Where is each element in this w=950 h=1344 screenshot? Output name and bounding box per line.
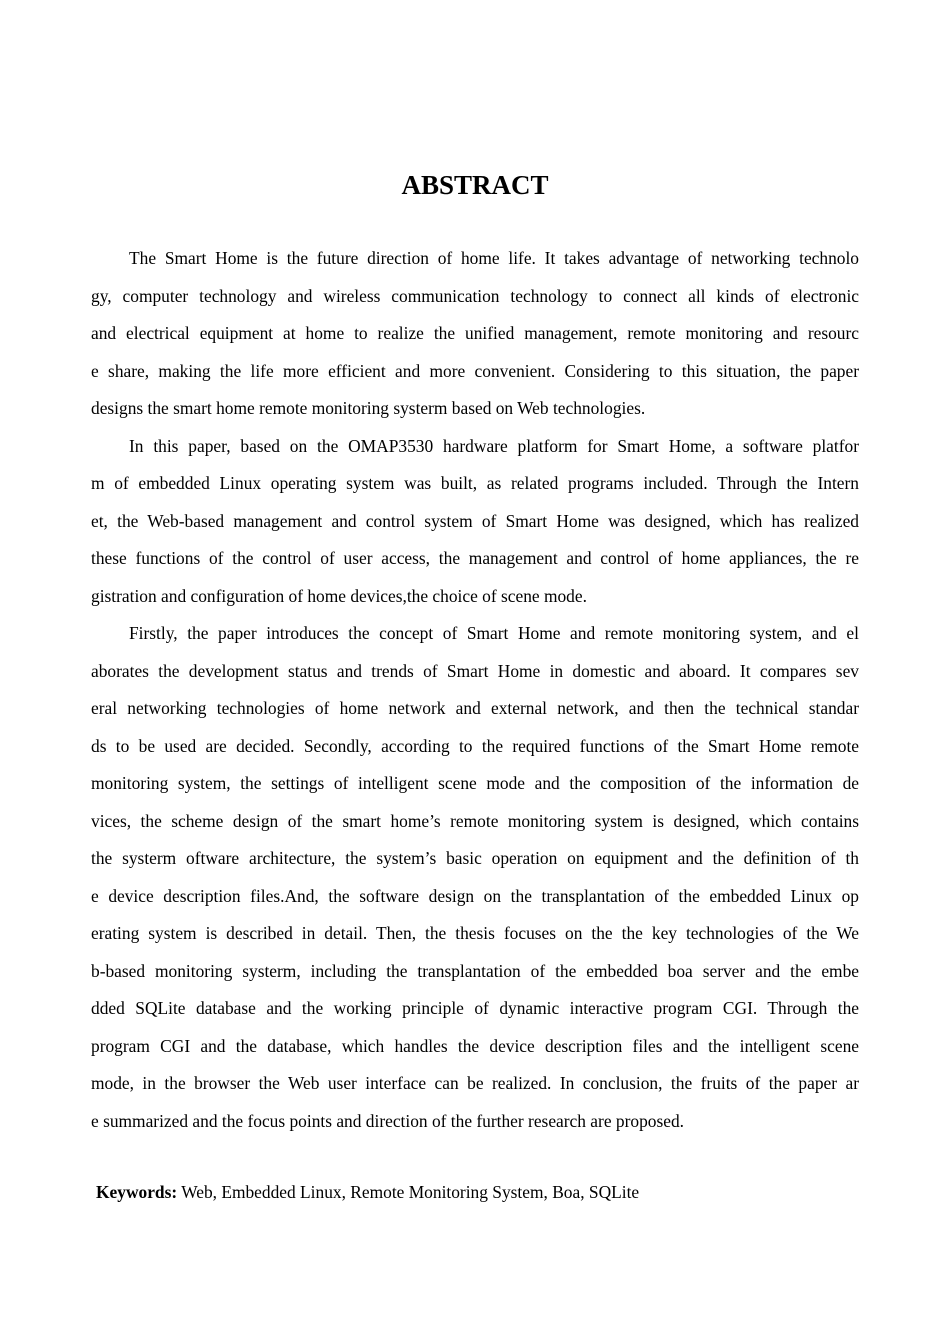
paragraph-3-line: mode, in the browser the Web user interface can be realized. In conclusion, the fruits of the paper ar — [91, 1073, 859, 1093]
paragraph-1-line: and electrical equipment at home to realize the unified management, remote monitoring and resourc — [91, 323, 859, 343]
paragraph-2-line: gistration and configuration of home devices,the choice of scene mode. — [91, 585, 587, 606]
paragraph-2-line: In this paper, based on the OMAP3530 hardware platform for Smart Home, a software platfor — [129, 435, 859, 456]
paragraph-3-line: monitoring system, the settings of intelligent scene mode and the composition of the information de — [91, 773, 859, 793]
paragraph-1-line: designs the smart home remote monitoring systerm based on Web technologies. — [91, 398, 646, 418]
paragraph-3-line: vices, the scheme design of the smart home’s remote monitoring system is designed, which contains — [91, 810, 859, 831]
paragraph-3-line: erating system is described in detail. Then, the thesis focuses on the the key technologies of the We — [91, 923, 859, 943]
paragraph-3-line: Firstly, the paper introduces the concept of Smart Home and remote monitoring system, and el — [129, 623, 859, 643]
paragraph-2-line: m of embedded Linux operating system was built, as related programs included. Through the Intern — [91, 473, 859, 493]
paragraph-3-line: eral networking technologies of home network and external network, and then the technical standar — [91, 698, 859, 718]
keywords-line — [96, 1174, 639, 1211]
paragraph-3-line: e device description files.And, the software design on the transplantation of the embedded Linux op — [91, 885, 859, 906]
abstract-title: ABSTRACT — [401, 170, 549, 200]
paragraph-2-line: these functions of the control of user access, the management and control of home appliances, the re — [91, 548, 859, 568]
paragraph-2-line: et, the Web-based management and control system of Smart Home was designed, which has realized — [91, 510, 859, 531]
paragraph-3-line: b-based monitoring systerm, including the transplantation of the embedded boa server and the embe — [91, 960, 859, 981]
paragraph-3-line: ds to be used are decided. Secondly, according to the required functions of the Smart Home remote — [91, 735, 859, 756]
paragraph-3-line: program CGI and the database, which handles the device description files and the intelligent scene — [91, 1035, 859, 1056]
paragraph-3-line: the systerm oftware architecture, the system’s basic operation on equipment and the definition of th — [91, 848, 859, 868]
paragraph-3-line: dded SQLite database and the working principle of dynamic interactive program CGI. Through the — [91, 998, 859, 1018]
paragraph-3-line: aborates the development status and trends of Smart Home in domestic and aboard. It compares sev — [91, 660, 859, 681]
paragraph-1-line: gy, computer technology and wireless communication technology to connect all kinds of electronic — [91, 285, 859, 306]
abstract-body — [91, 240, 859, 1140]
paragraph-3-line: e summarized and the focus points and direction of the further research are proposed. — [91, 1110, 684, 1131]
keywords-label: Keywords: — [96, 1182, 178, 1202]
keywords-value: Web, Embedded Linux, Remote Monitoring System, Boa, SQLite — [181, 1182, 640, 1202]
paragraph-1-line: The Smart Home is the future direction of home life. It takes advantage of networking technolo — [129, 248, 859, 268]
paragraph-1-line: e share, making the life more efficient and more convenient. Considering to this situation, the paper — [91, 360, 859, 381]
